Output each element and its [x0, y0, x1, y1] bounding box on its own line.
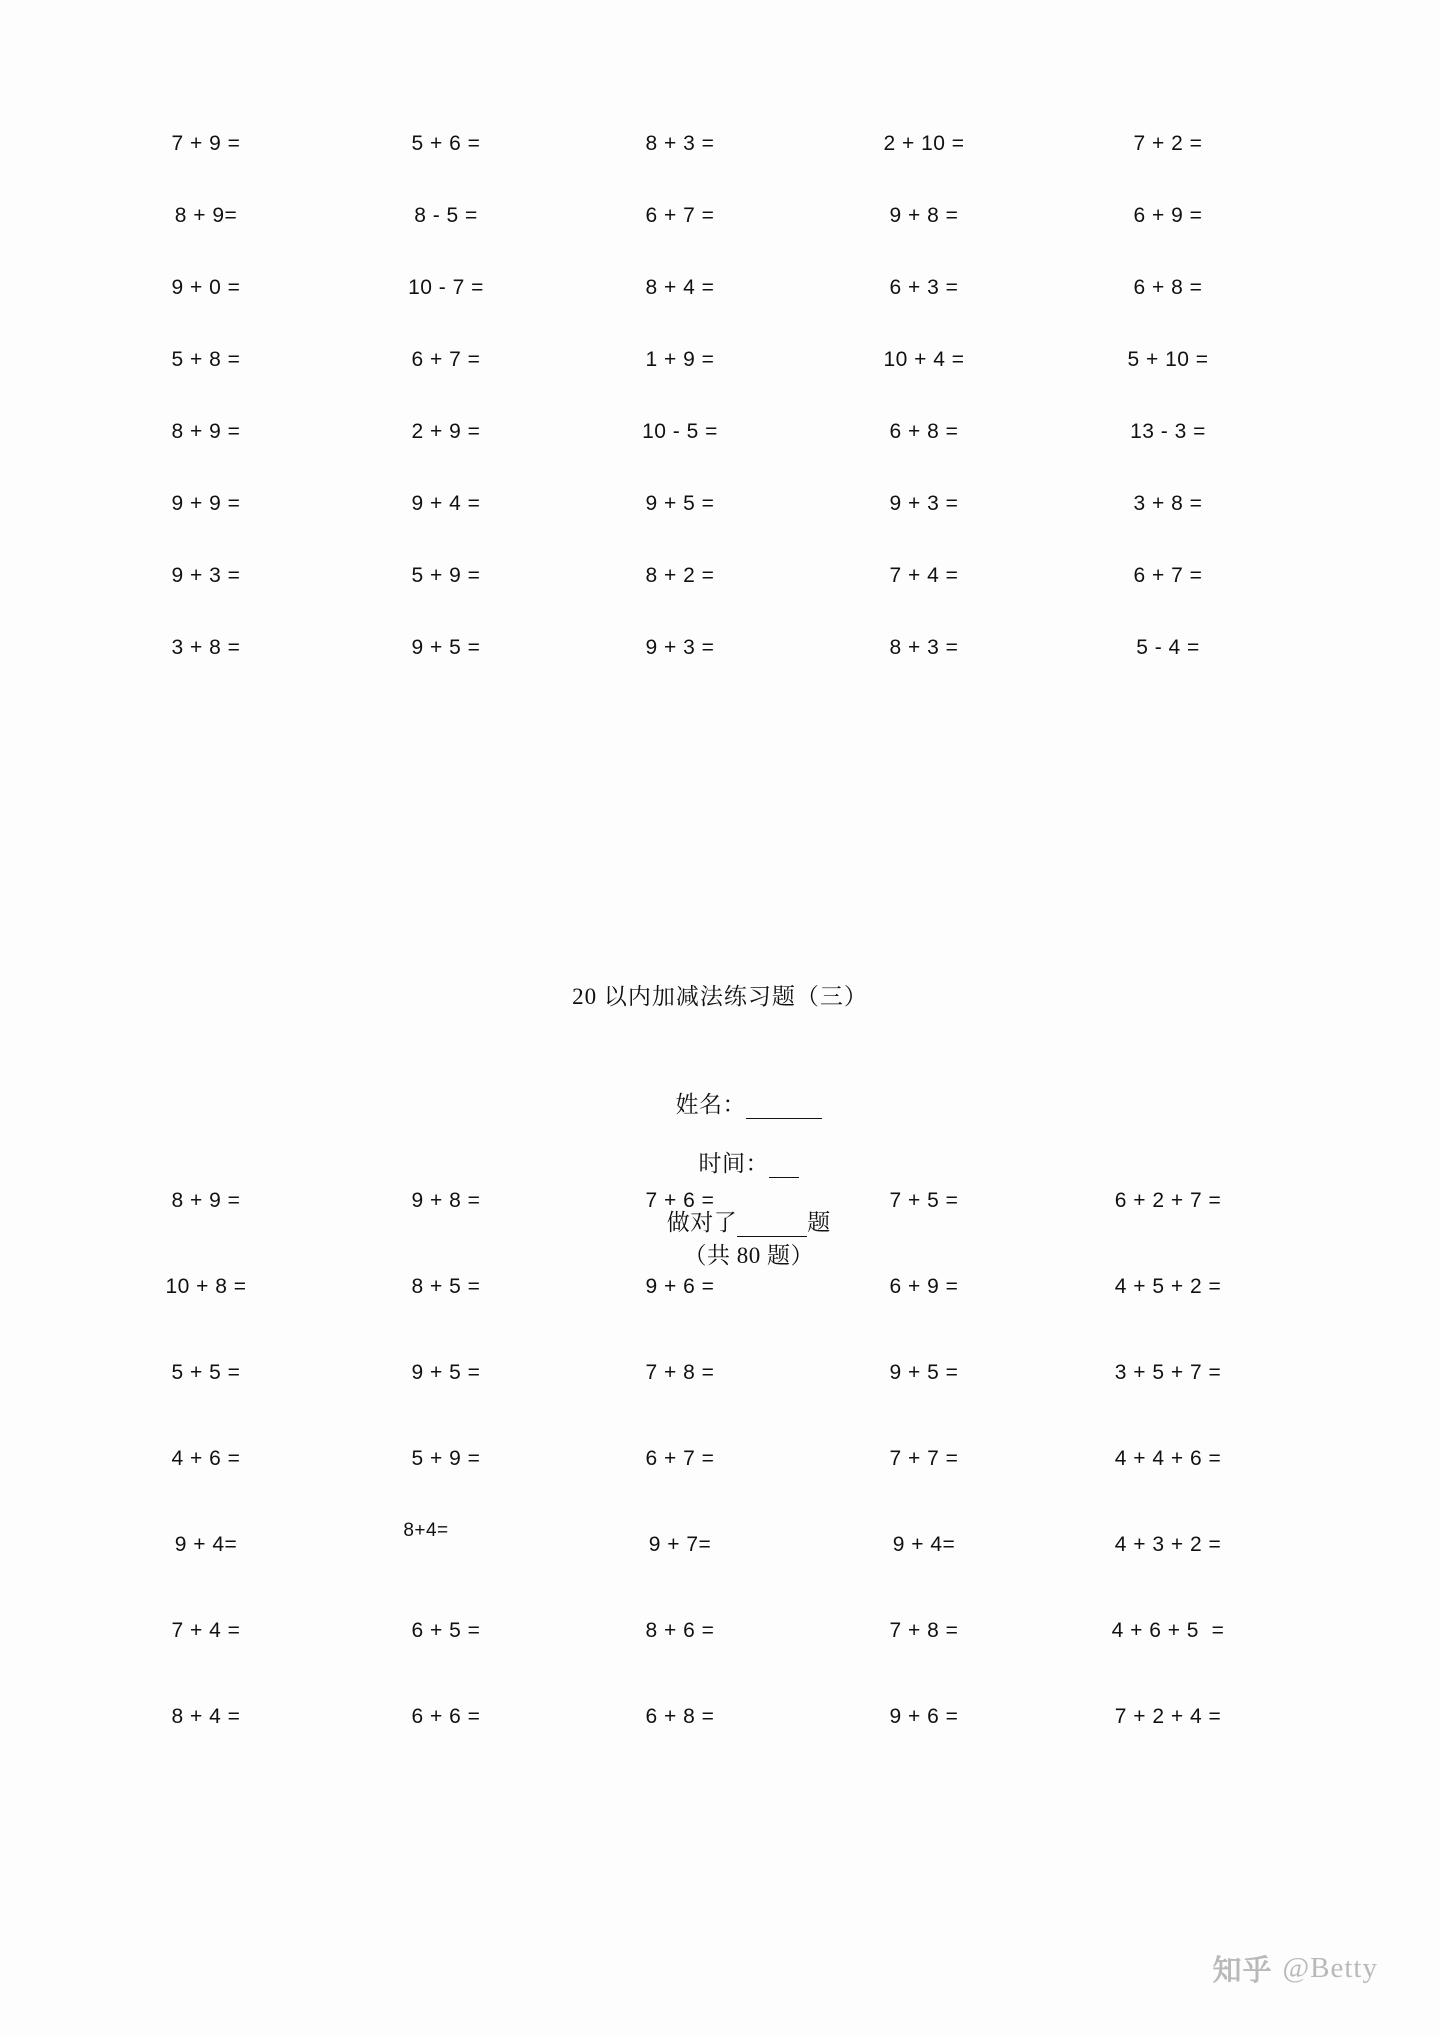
problem-cell: 9 + 3 = [889, 492, 959, 515]
problem-cell: 4 + 6 = [171, 1447, 241, 1470]
problem-cell: 5 + 10 = [1127, 348, 1209, 371]
problem-cell: 4 + 3 + 2 = [1114, 1533, 1222, 1556]
problem-cell: 6 + 9 = [889, 1275, 959, 1298]
problem-cell: 9 + 3 = [171, 564, 241, 587]
problem-row [96, 1416, 1276, 1502]
problem-row [96, 108, 1276, 180]
problem-cell: 10 - 7 = [408, 276, 484, 299]
problem-row [96, 468, 1276, 540]
spacer [743, 1119, 756, 1144]
problem-section-one [96, 108, 1276, 684]
problem-cell: 9 + 3 = [645, 636, 715, 659]
problem-cell: 8 + 3 = [889, 636, 959, 659]
problem-cell: 6 + 7 = [645, 1447, 715, 1470]
problem-cell: 10 - 5 = [642, 420, 718, 443]
problem-row [96, 1244, 1276, 1330]
problem-row [96, 1588, 1276, 1674]
problem-row [96, 1674, 1276, 1760]
problem-cell: 6 + 7 = [1133, 564, 1203, 587]
page-title: 20 以内加减法练习题（三） [572, 984, 868, 1009]
problem-cell: 8 + 6 = [645, 1619, 715, 1642]
problem-cell: 4 + 6 + 5 = [1111, 1619, 1225, 1642]
problem-cell: 6 + 7 = [411, 348, 481, 371]
problem-cell: 2 + 10 = [883, 132, 965, 155]
problem-cell: 9 + 6 = [889, 1705, 959, 1728]
problem-cell: 7 + 4 = [889, 564, 959, 587]
problem-cell: 9 + 4= [892, 1533, 956, 1556]
problem-cell: 8 + 5 = [411, 1275, 481, 1298]
problem-cell: 8 + 4 = [645, 276, 715, 299]
problem-cell: 7 + 6 = [645, 1189, 715, 1212]
problem-row [96, 1330, 1276, 1416]
problem-row [96, 1158, 1276, 1244]
watermark-handle: @Betty [1282, 1952, 1378, 1984]
name-blank[interactable] [746, 1118, 822, 1119]
problem-cell: 9 + 5 = [645, 492, 715, 515]
problem-cell: 6 + 8 = [645, 1705, 715, 1728]
problem-cell: 9 + 6 = [645, 1275, 715, 1298]
problem-cell: 6 + 7 = [645, 204, 715, 227]
problem-cell: 6 + 9 = [1133, 204, 1203, 227]
problem-cell: 3 + 5 + 7 = [1114, 1361, 1222, 1384]
problem-cell: 6 + 5 = [411, 1619, 481, 1642]
problem-cell: 5 + 6 = [411, 132, 481, 155]
problem-cell: 7 + 2 + 4 = [1114, 1705, 1222, 1728]
zhihu-logo: 知乎 [1212, 1955, 1273, 1987]
problem-cell: 10 + 4 = [883, 348, 965, 371]
problem-cell: 9 + 5 = [411, 636, 481, 659]
total-count-label: （共 80 题） [683, 1243, 814, 1268]
problem-cell: 7 + 4 = [171, 1619, 241, 1642]
problem-cell: 1 + 9 = [645, 348, 715, 371]
problem-cell: 3 + 8 = [171, 636, 241, 659]
problem-cell: 8 + 3 = [645, 132, 715, 155]
problem-cell: 4 + 5 + 2 = [1114, 1275, 1222, 1298]
problem-cell: 7 + 9 = [171, 132, 241, 155]
problem-row [96, 396, 1276, 468]
problem-cell: 9 + 7= [648, 1533, 712, 1556]
problem-cell: 6 + 3 = [889, 276, 959, 299]
problem-cell: 7 + 8 = [889, 1619, 959, 1642]
problem-cell: 9 + 4 = [411, 492, 481, 515]
problem-cell: 8 + 4 = [171, 1705, 241, 1728]
time-label: 时间： [698, 1151, 769, 1176]
problem-cell: 2 + 9 = [411, 420, 481, 443]
problem-cell: 5 + 8 = [171, 348, 241, 371]
problem-row [96, 252, 1276, 324]
problem-row [96, 612, 1276, 684]
problem-cell: 13 - 3 = [1130, 420, 1206, 443]
problem-cell: 10 + 8 = [165, 1275, 247, 1298]
problem-cell: 6 + 8 = [1133, 276, 1203, 299]
problem-cell: 8 + 9 = [171, 1189, 241, 1212]
problem-cell: 4 + 4 + 6 = [1114, 1447, 1222, 1470]
problem-cell: 7 + 5 = [889, 1189, 959, 1212]
problem-cell: 6 + 6 = [411, 1705, 481, 1728]
problem-row [96, 540, 1276, 612]
problem-cell: 5 + 5 = [171, 1361, 241, 1384]
problem-cell: 9 + 8 = [889, 204, 959, 227]
problem-cell: 8 + 2 = [645, 564, 715, 587]
problem-row [96, 1502, 1276, 1588]
problem-row [96, 324, 1276, 396]
problem-cell: 9 + 8 = [411, 1189, 481, 1212]
problem-cell: 7 + 7 = [889, 1447, 959, 1470]
problem-cell: 7 + 2 = [1133, 132, 1203, 155]
problem-cell: 8 + 9 = [171, 420, 241, 443]
problem-cell: 9 + 9 = [171, 492, 241, 515]
name-label: 姓名： [675, 1092, 746, 1117]
correct-label: 做对了 [666, 1210, 738, 1235]
problem-cell: 8 - 5 = [414, 204, 478, 227]
problem-cell: 7 + 8 = [645, 1361, 715, 1384]
problem-cell: 9 + 0 = [171, 276, 241, 299]
problem-cell: 9 + 5 = [889, 1361, 959, 1384]
problem-cell: 3 + 8 = [1133, 492, 1203, 515]
watermark [1212, 1948, 1378, 1989]
problem-cell: 5 + 9 = [411, 1447, 481, 1470]
problem-cell: 6 + 2 + 7 = [1114, 1189, 1222, 1212]
problem-cell: 5 + 9 = [411, 564, 481, 587]
problem-section-two [96, 1158, 1276, 1760]
problem-cell: 8 + 9= [174, 204, 238, 227]
problem-cell: 9 + 4= [174, 1533, 238, 1556]
problem-cell: 6 + 8 = [889, 420, 959, 443]
problem-cell: 9 + 5 = [411, 1361, 481, 1384]
problem-cell: 5 - 4 = [1136, 636, 1200, 659]
problem-cell: 8+4= [403, 1520, 449, 1541]
correct-suffix: 题 [807, 1210, 831, 1235]
problem-row [96, 180, 1276, 252]
